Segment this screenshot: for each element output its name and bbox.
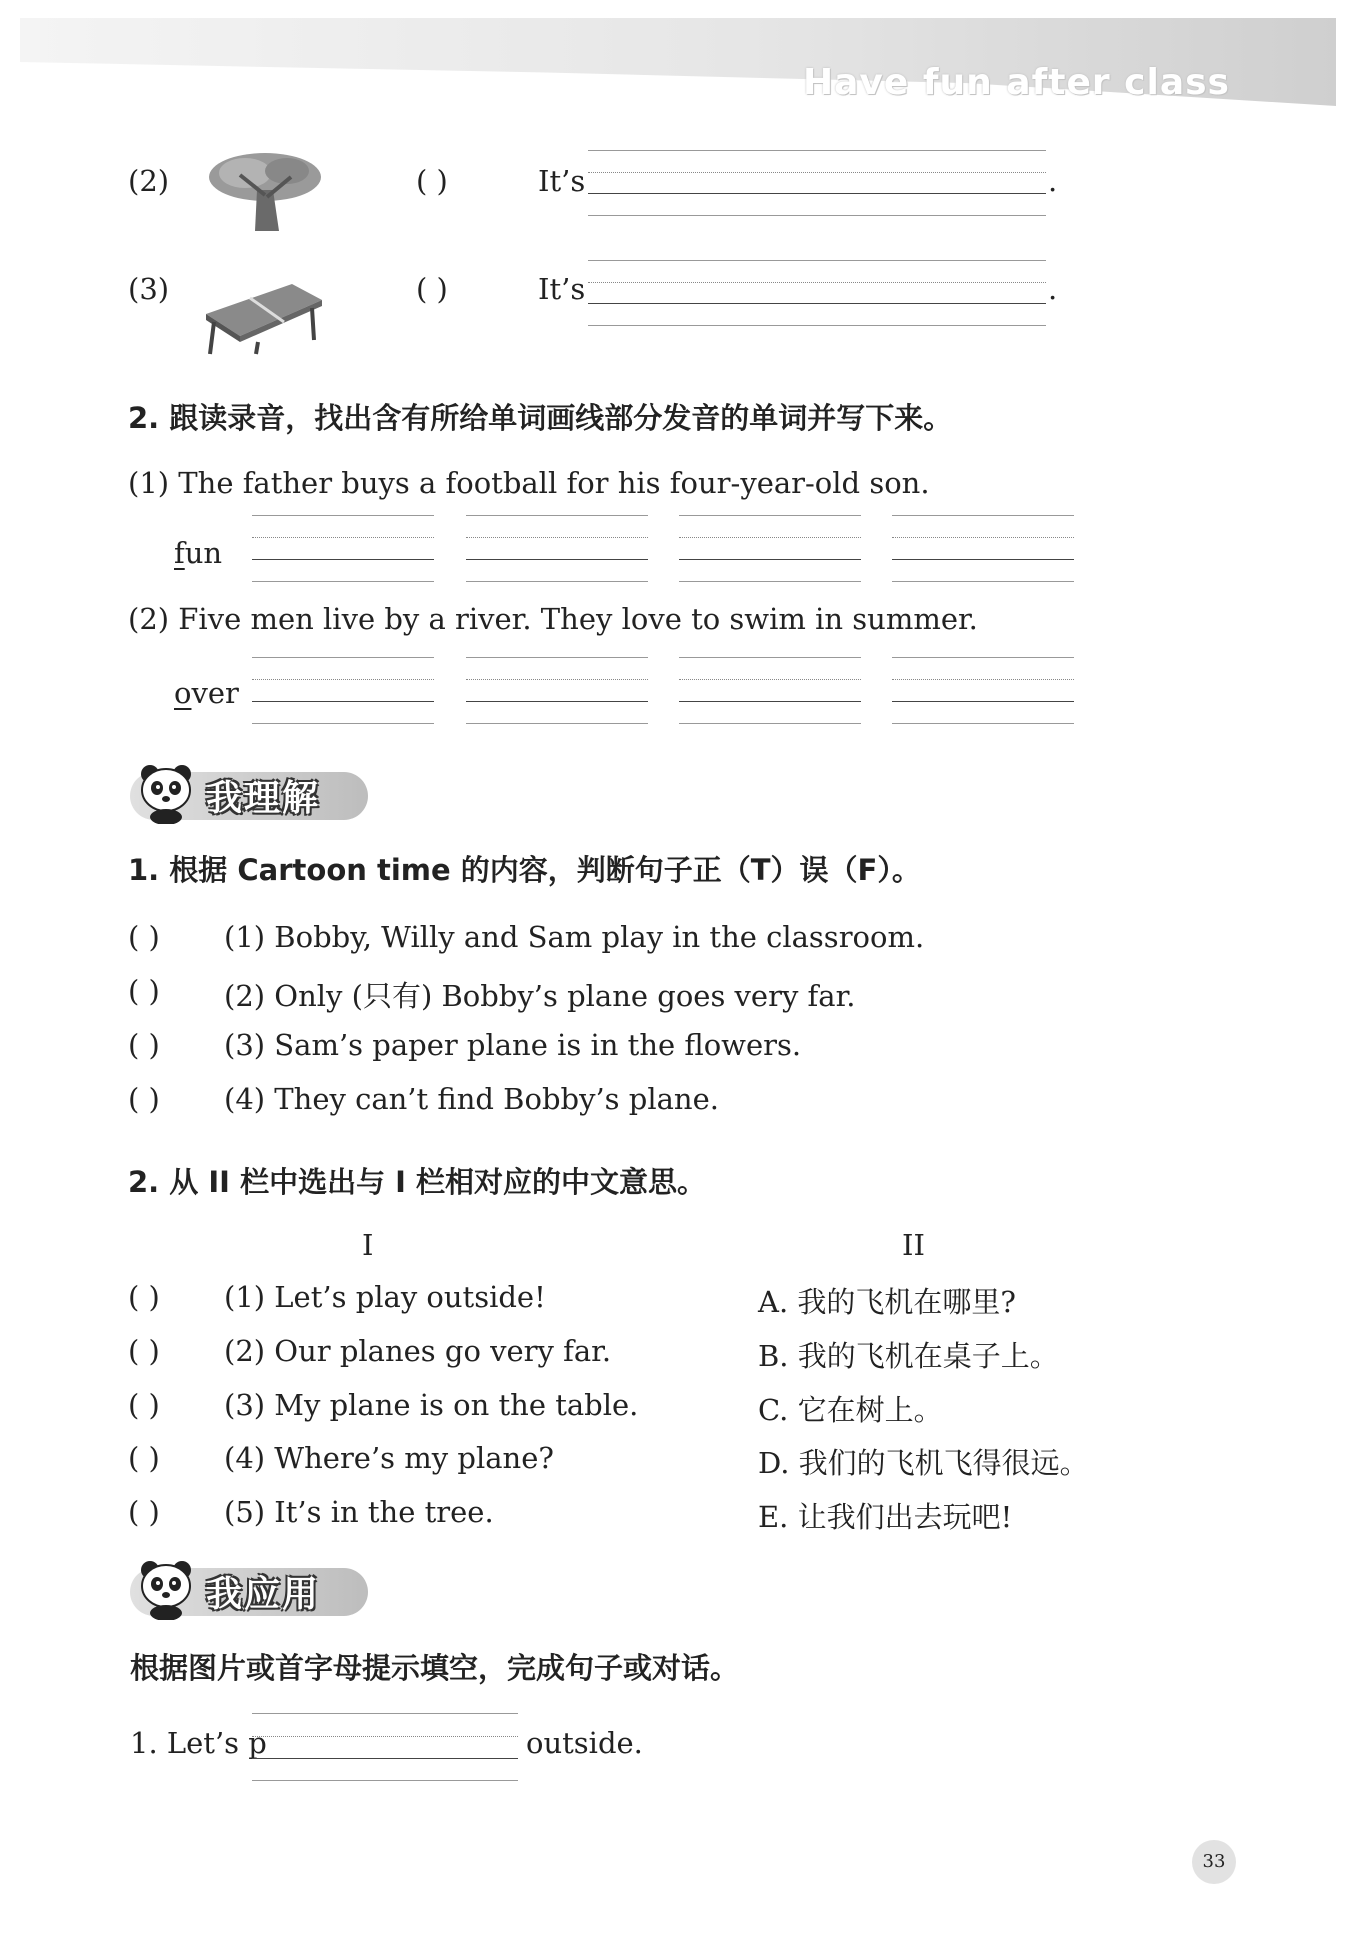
answer-paren[interactable]: ( ) — [416, 272, 448, 306]
sentence-prefix: It’s — [538, 272, 586, 306]
section-heading: 2. 从 II 栏中选出与 I 栏相对应的中文意思。 — [128, 1165, 707, 1199]
answer-line[interactable] — [588, 193, 1046, 194]
section-heading: 根据图片或首字母提示填空，完成句子或对话。 — [130, 1651, 740, 1685]
answer-line[interactable] — [588, 303, 1046, 304]
english-phrase: (1) Let’s play outside! — [224, 1280, 546, 1314]
answer-paren[interactable]: ( ) — [128, 1028, 160, 1062]
answer-paren[interactable]: ( ) — [128, 1334, 160, 1368]
panda-icon — [136, 1556, 196, 1620]
answer-line[interactable] — [892, 559, 1074, 560]
answer-paren[interactable]: ( ) — [128, 1388, 160, 1422]
table-icon — [200, 270, 325, 355]
item-number: (3) — [128, 272, 170, 306]
fill-prefix: 1. Let’s p — [130, 1726, 267, 1760]
statement: (2) Only (只有) Bobby’s plane goes very far. — [224, 979, 856, 1013]
answer-line[interactable] — [679, 701, 861, 702]
section-heading: 2. 跟读录音，找出含有所给单词画线部分发音的单词并写下来。 — [128, 401, 953, 435]
statement: (1) Bobby, Willy and Sam play in the classroom. — [224, 920, 925, 954]
answer-line[interactable] — [679, 559, 861, 560]
sentence: (1) The father buys a football for his four-year-old son. — [128, 466, 930, 500]
statement: (3) Sam’s paper plane is in the flowers. — [224, 1028, 802, 1062]
english-phrase: (2) Our planes go very far. — [224, 1334, 612, 1368]
banner-title: Have fun after class — [803, 62, 1230, 103]
answer-line[interactable] — [466, 701, 648, 702]
key-word: fun — [174, 536, 223, 570]
english-phrase: (5) It’s in the tree. — [224, 1495, 494, 1529]
answer-paren[interactable]: ( ) — [128, 1441, 160, 1475]
chinese-option: A. 我的飞机在哪里? — [758, 1285, 1016, 1319]
section-heading: 1. 根据 Cartoon time 的内容，判断句子正（T）误（F）。 — [128, 853, 921, 887]
answer-paren[interactable]: ( ) — [128, 1280, 160, 1314]
chinese-option: E. 让我们出去玩吧! — [758, 1500, 1013, 1534]
tree-icon — [205, 145, 325, 235]
page-number: 33 — [1192, 1840, 1236, 1884]
answer-line[interactable] — [892, 701, 1074, 702]
answer-paren[interactable]: ( ) — [416, 164, 448, 198]
answer-paren[interactable]: ( ) — [128, 1495, 160, 1529]
badge-label: 我理解 — [206, 778, 321, 819]
answer-paren[interactable]: ( ) — [128, 1082, 160, 1116]
answer-line[interactable] — [252, 1758, 518, 1759]
period: . — [1048, 164, 1058, 198]
fill-suffix: outside. — [526, 1726, 643, 1760]
english-phrase: (3) My plane is on the table. — [224, 1388, 639, 1422]
key-word: over — [174, 676, 239, 710]
chinese-option: D. 我们的飞机飞得很远。 — [758, 1446, 1089, 1480]
answer-line[interactable] — [252, 559, 434, 560]
badge-label: 我应用 — [206, 1574, 321, 1615]
answer-paren[interactable]: ( ) — [128, 974, 160, 1008]
column-header-2: II — [902, 1228, 925, 1262]
item-number: (2) — [128, 164, 170, 198]
sentence-prefix: It’s — [538, 164, 586, 198]
chinese-option: B. 我的飞机在桌子上。 — [758, 1339, 1059, 1373]
chinese-option: C. 它在树上。 — [758, 1393, 943, 1427]
column-header-1: I — [362, 1228, 374, 1262]
english-phrase: (4) Where’s my plane? — [224, 1441, 554, 1475]
statement: (4) They can’t find Bobby’s plane. — [224, 1082, 719, 1116]
period: . — [1048, 272, 1058, 306]
sentence: (2) Five men live by a river. They love to swim in summer. — [128, 602, 978, 636]
answer-paren[interactable]: ( ) — [128, 920, 160, 954]
answer-line[interactable] — [466, 559, 648, 560]
answer-line[interactable] — [252, 701, 434, 702]
panda-icon — [136, 760, 196, 824]
